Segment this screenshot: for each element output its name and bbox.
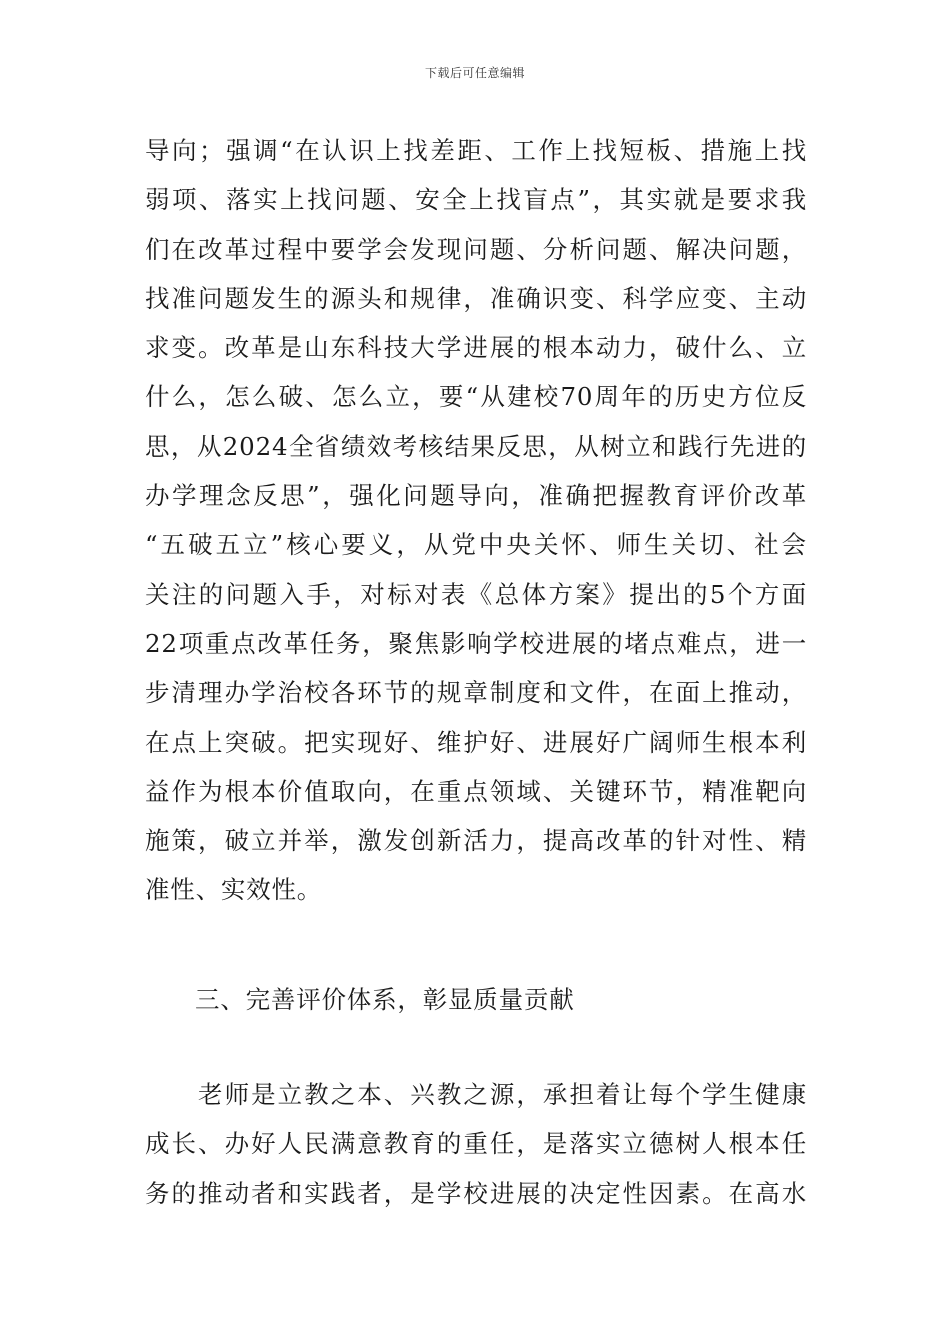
text-line: 老师是立教之本、兴教之源，承担着让每个学生健康 [145, 1080, 807, 1109]
text-line: 求变。改革是山东科技大学进展的根本动力，破什么、立 [145, 333, 807, 363]
section-heading: 三、完善评价体系，彰显质量贡献 [195, 985, 575, 1014]
text-line: 找准问题发生的源头和规律，准确识变、科学应变、主动 [145, 283, 807, 313]
text-line: 办学理念反思”，强化问题导向，准确把握教育评价改革 [145, 481, 807, 511]
text-line: 什么，怎么破、怎么立，要“从建校70周年的历史方位反 [145, 382, 807, 412]
text-line: 22项重点改革任务，聚焦影响学校进展的堵点难点，进一 [145, 628, 807, 658]
text-line: 务的推动者和实践者，是学校进展的决定性因素。在高水 [145, 1178, 807, 1208]
text-line: 准性、实效性。 [145, 875, 323, 905]
page-header: 下载后可任意编辑 [424, 66, 525, 80]
text-line: 们在改革过程中要学会发现问题、分析问题、解决问题， [145, 234, 807, 264]
text-line: 步清理办学治校各环节的规章制度和文件，在面上推动， [145, 678, 807, 708]
text-line: 在点上突破。把实现好、维护好、进展好广阔师生根本利 [145, 727, 807, 757]
text-line: 导向；强调“在认识上找差距、工作上找短板、措施上找 [145, 136, 807, 165]
paragraph [145, 1070, 807, 1218]
text-line: 关注的问题入手，对标对表《总体方案》提出的5个方面 [145, 579, 807, 609]
paragraph [145, 126, 807, 915]
text-line: 益作为根本价值取向，在重点领域、关键环节，精准靶向 [145, 776, 807, 806]
text-line: 施策，破立并举，激发创新活力，提高改革的针对性、精 [145, 826, 807, 856]
text-line: “五破五立”核心要义，从党中央关怀、师生关切、社会 [145, 530, 807, 560]
text-line: 思，从2024全省绩效考核结果反思，从树立和践行先进的 [145, 431, 807, 461]
text-line: 弱项、落实上找问题、安全上找盲点”，其实就是要求我 [145, 185, 807, 215]
text-line: 成长、办好人民满意教育的重任，是落实立德树人根本任 [145, 1129, 807, 1159]
